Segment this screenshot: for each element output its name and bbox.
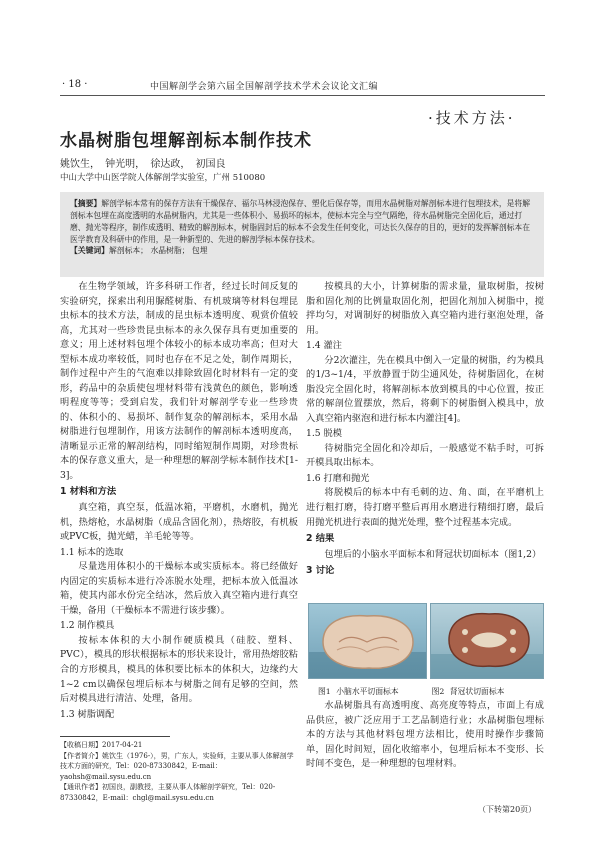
- figure-2-caption: 图2 肾冠状切面标本: [431, 687, 505, 696]
- footnotes: [60, 740, 298, 803]
- subsection-heading: 1.4 灌注: [306, 340, 342, 352]
- kidney-image: [431, 604, 544, 679]
- footnote-received: 【收稿日期】2017-04-21: [60, 741, 143, 749]
- subsection-heading: 1.5 脱模: [306, 428, 342, 440]
- abstract-box: [60, 192, 544, 277]
- section-label: ·技术方法·: [428, 109, 516, 127]
- right-column: [306, 280, 544, 580]
- right-column-discussion: [306, 699, 544, 772]
- continued-note: （下转第20页）: [478, 805, 537, 814]
- body-paragraph: 按标本体积的大小制作硬质模具（硅胶、塑料、PVC），模具的形状根据标本的形状来设计，常用热熔胶粘合的方形模具，模具的体积要比标本的体积大，边缘约大1~2 cm以确保包埋后标本与树脂之间有足够的空间，然后对模具进行清洁、处理，备用。: [60, 634, 298, 705]
- body-paragraph: 待树脂完全固化和冷却后，一般感觉不粘手时，可拆开模具取出标本。: [306, 442, 544, 469]
- body-paragraph: 尽量选用体积小的干燥标本或实质标本。将已经做好内固定的实质标本进行冷冻脱水处理，把标本放入低温冰箱，使其内部水份完全结冰，然后放入真空箱内进行真空干燥，备用（干燥标本不需进行该步骤）。: [60, 561, 298, 616]
- intro-paragraph: 在生物学领域，许多科研工作者，经过长时间反复的实验研究，探索出利用脲醛树脂、有机玻璃等材料包埋昆虫标本的技术方法，制成的昆虫标本透明度、观赏价值较高，尤其对一些珍贵昆虫标本的永久保存具有更加重要的意义；用上述材料包埋个体较小的标本成功率高；但对大型标本成功率较低，同时也存在不足之处，制作周期长，制作过程中产生的气泡难以排除致固化时材料有一定的变形，药品中的杂质使包埋材料带有浅黄色的颜色，影响透明程度等等；受到启发，我们针对解剖学专业一些珍贵的、体积小的、易损坏、制作复杂的解剖标本，采用水晶树脂进行包埋制作，用该方法制作的解剖标本透明度高，清晰显示正常的解剖结构，同时缩短制作周期，对珍贵标本的保存意义重大，是一种理想的解剖学标本制作技术[1-3]。: [60, 281, 298, 481]
- figure-1-caption: 图1 小脑水平切面标本: [318, 687, 399, 696]
- subsection-heading: 1.6 打磨和抛光: [306, 472, 370, 484]
- footnote-corresponding: 【通讯作者】初国良，副教授，主要从事人体解剖学研究，Tel：020-87330842，E-mail：chgl@mail.sysu.edu.cn: [60, 783, 276, 802]
- left-column: [60, 280, 298, 722]
- section-heading: 1 材料和方法: [60, 486, 117, 498]
- body-paragraph: 真空箱，真空泵，低温冰箱，平磨机，水磨机，抛光机，热熔枪，水晶树脂（成品含固化剂），热熔胶，有机板或PVC板，抛光蜡，羊毛轮等等。: [60, 502, 298, 543]
- running-title: 中国解剖学会第六届全国解剖学技术学术会议论文汇编: [150, 82, 379, 92]
- page-number: · 18 ·: [62, 79, 88, 90]
- figures: [308, 603, 544, 681]
- body-paragraph: 包埋后的小脑水平面标本和肾冠状切面标本（图1,2）: [324, 548, 542, 560]
- discussion-paragraph: 水晶树脂具有高透明度、高亮度等特点，市面上有成品供应，被广泛应用于工艺品制造行业；水晶树脂包埋标本的方法与其他材料包埋方法相比，使用时操作步骤简单，固化时间短，固化收缩率小，包埋后标本不变形、长时间不变色，是一种理想的包埋材料。: [306, 700, 544, 770]
- keywords-text: 解剖标本； 水晶树脂； 包埋: [108, 246, 208, 256]
- body-paragraph: 按模具的大小，计算树脂的需求量，量取树脂，按树脂和固化剂的比例量取固化剂，把固化剂加入树脂中，搅拌均匀，对调制好的树脂放入真空箱内进行驱泡处理，备用。: [306, 281, 544, 336]
- subsection-heading: 1.1 标本的选取: [60, 546, 124, 558]
- article-affiliation: 中山大学中山医学院人体解剖学实验室，广州 510080: [60, 173, 266, 183]
- body-paragraph: 分2次灌注，先在模具中倒入一定量的树脂，约为模具的1/3~1/4，平放静置于防尘通风处，待树脂固化，在树脂没完全固化时，将解剖标本放到模具的中心位置，按正常的解剖位置摆放，然后，将剩下的树脂倒入模具中，放入真空箱内驱泡和进行标本内灌注[4]。: [306, 354, 544, 424]
- footnote-author: 【作者简介】姚饮生（1976-），男，广东人，实验师，主要从事人体解剖学技术方面的研究，Tel：020-87330842，E-mail：yaohsh@mail.sysu.edu.cn: [60, 751, 294, 781]
- article-authors: 姚饮生， 钟光明， 徐达政， 初国良: [60, 159, 226, 170]
- section-heading: 3 讨论: [306, 565, 335, 577]
- cerebellum-image: [309, 604, 427, 679]
- figure-captions: [318, 686, 504, 697]
- figure-kidney-specimen: [430, 603, 544, 679]
- subsection-heading: 1.2 制作模具: [60, 620, 115, 632]
- abstract-label: 【摘要】: [70, 199, 102, 208]
- article-title: 水晶树脂包埋解剖标本制作技术: [60, 131, 312, 151]
- section-heading: 2 结果: [306, 533, 335, 545]
- body-paragraph: 将脱模后的标本中有毛刺的边、角、面，在平磨机上进行粗打磨，待打磨平整后再用水磨进行精细打磨，最后用抛光机进行表面的抛光处理，整个过程基本完成。: [306, 487, 544, 528]
- footnote-rule: [60, 736, 170, 737]
- subsection-heading: 1.3 树脂调配: [60, 708, 115, 720]
- header-rule: [60, 95, 545, 96]
- keywords-label: 【关键词】: [70, 246, 109, 256]
- abstract-text: 解剖学标本常有的保存方法有干燥保存、福尔马林浸泡保存、塑化后保存等，而用水晶树脂对解剖标本进行包埋技术，是将解剖标本包埋在高度透明的水晶树脂内，尤其是一些体积小、易损坏的标本，使标本完全与空气隔绝，待水晶树脂完全固化后，通过打磨、抛光等程序，制作成透明、精致的解剖标本，树脂固封后的标本不会发生任何变化，可达长久保存的目的，更好的发挥解剖标本在医学教育及科研中的作用，是一种新型的、先进的解剖学标本保存技术。: [70, 199, 531, 244]
- figure-cerebellum-specimen: [308, 603, 427, 679]
